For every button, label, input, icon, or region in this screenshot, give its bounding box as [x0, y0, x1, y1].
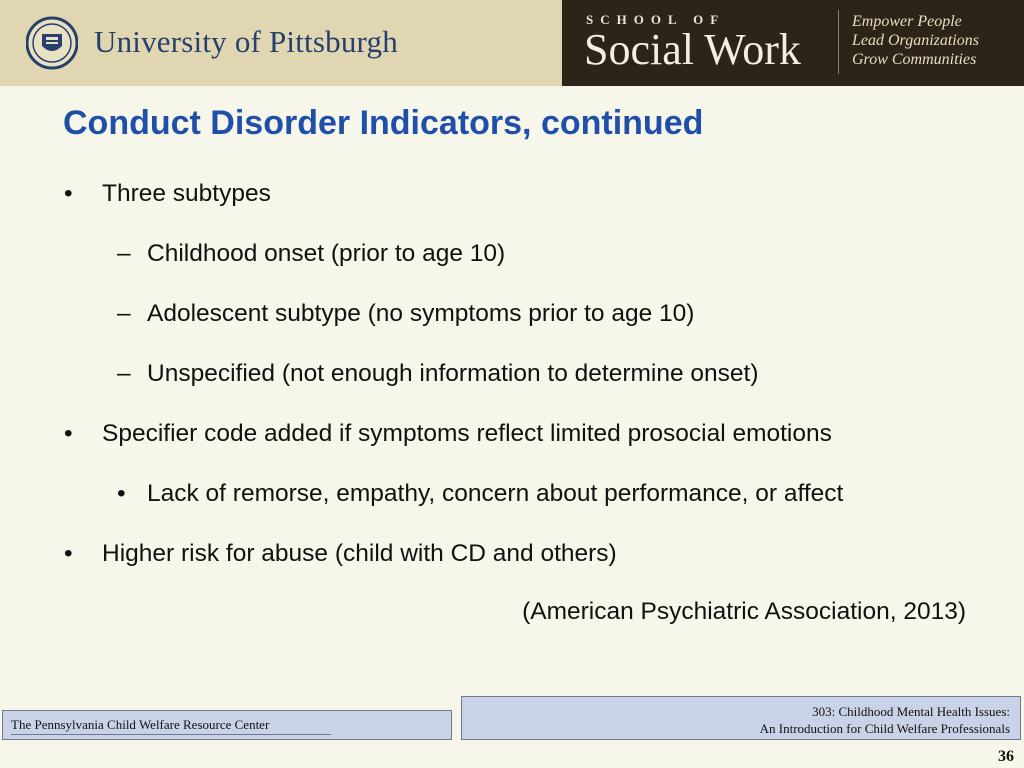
slide-title: Conduct Disorder Indicators, continued — [63, 104, 704, 142]
citation: (American Psychiatric Association, 2013) — [522, 598, 966, 625]
bullet-text: Three subtypes — [102, 180, 271, 207]
tagline: Empower People — [852, 13, 962, 30]
bullet-marker: • — [117, 480, 126, 507]
bullet-marker: • — [64, 420, 73, 447]
bullet-marker: – — [117, 240, 131, 267]
school-of-label: SCHOOL OF — [586, 12, 726, 27]
footer-underline — [11, 734, 331, 735]
bullet-marker: • — [64, 540, 73, 567]
school-taglines — [852, 12, 979, 69]
bullet-text: Childhood onset (prior to age 10) — [147, 240, 506, 267]
bullet-marker: – — [117, 360, 131, 387]
page-number: 36 — [998, 748, 1014, 765]
school-name: Social Work — [584, 25, 801, 74]
bullet-text: Lack of remorse, empathy, concern about performance, or affect — [147, 480, 844, 507]
sub-bullet-item — [117, 300, 695, 328]
header-divider — [838, 10, 839, 74]
sub-bullet-item — [117, 360, 759, 388]
bullet-item — [64, 540, 617, 568]
footer-right-box — [461, 696, 1021, 740]
university-name: University of Pittsburgh — [94, 24, 398, 59]
sub-bullet-item — [117, 480, 844, 508]
bullet-item — [64, 180, 271, 208]
slide-header — [0, 0, 1024, 86]
bullet-text: Higher risk for abuse (child with CD and others) — [102, 540, 617, 567]
tagline: Lead Organizations — [852, 32, 979, 49]
bullet-text: Adolescent subtype (no symptoms prior to age 10) — [147, 300, 695, 327]
university-seal-icon — [26, 14, 78, 72]
tagline: Grow Communities — [852, 51, 977, 68]
sub-bullet-item — [117, 240, 506, 268]
bullet-marker: – — [117, 300, 131, 327]
footer-organization: The Pennsylvania Child Welfare Resource Center — [11, 717, 270, 732]
bullet-item — [64, 420, 832, 448]
footer-course-title: 303: Childhood Mental Health Issues: — [812, 704, 1010, 719]
bullet-marker: • — [64, 180, 73, 207]
bullet-text: Unspecified (not enough information to determine onset) — [147, 360, 759, 387]
footer-course-subtitle: An Introduction for Child Welfare Professionals — [759, 721, 1010, 736]
footer-left-box — [2, 710, 452, 740]
bullet-text: Specifier code added if symptoms reflect limited prosocial emotions — [102, 420, 832, 447]
